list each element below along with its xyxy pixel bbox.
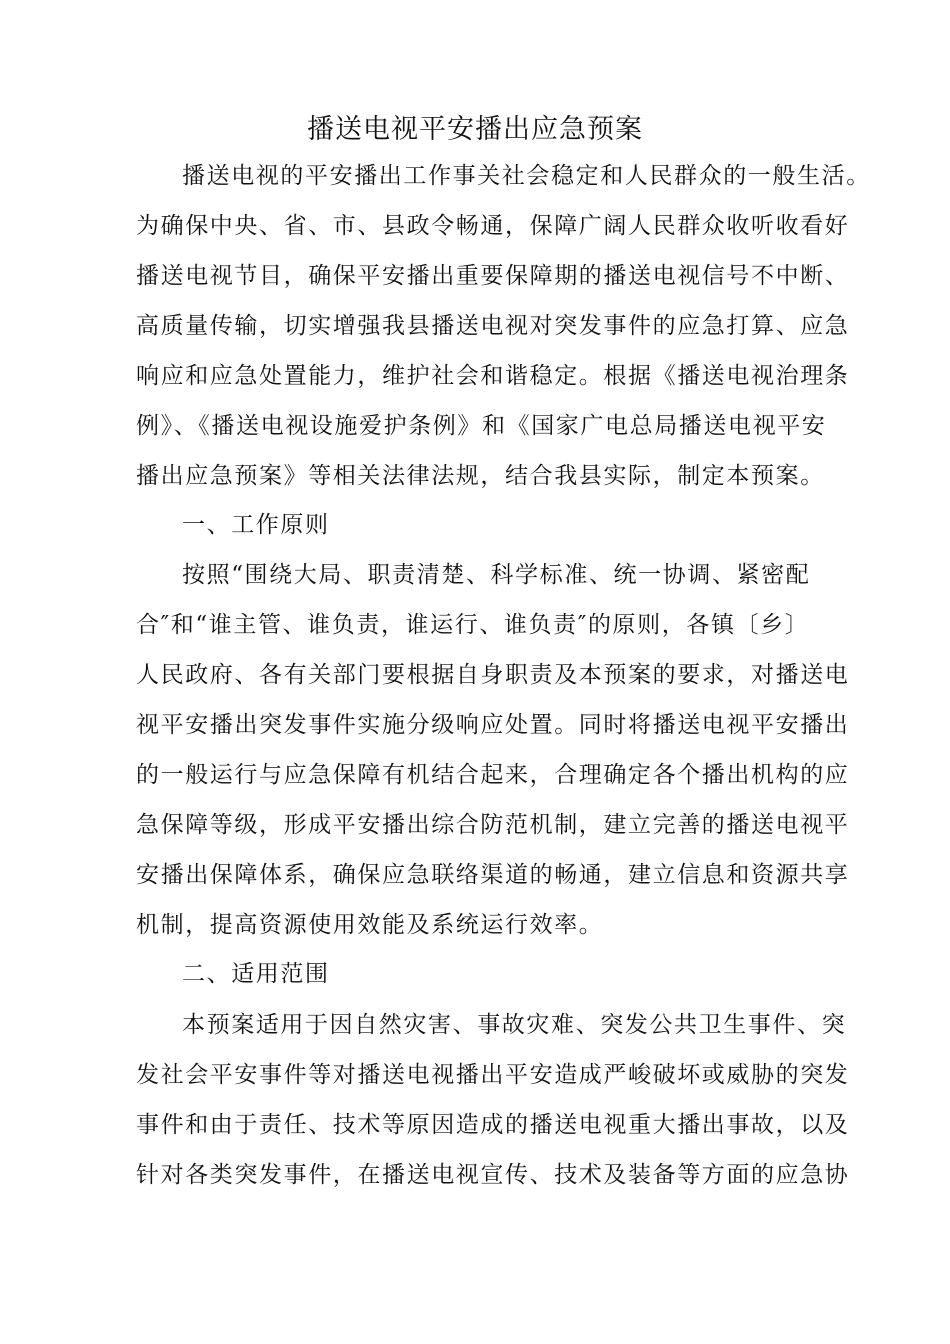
text-line: 发社会平安事件等对播送电视播出平安造成严峻破坏或威胁的突发 (136, 1062, 850, 1088)
text-line: 播送电视的平安播出工作事关社会稳定和人民群众的一般生活。 (182, 163, 871, 189)
text-line: 播出应急预案》等相关法律法规，结合我县实际，制定本预案。 (136, 463, 825, 489)
text-line: 事件和由于责任、技术等原因造成的播送电视重大播出事故，以及 (136, 1112, 850, 1138)
text-line: 按照“围绕大局、职责清楚、科学标准、统一协调、紧密配 (182, 562, 811, 588)
text-line: 急保障等级，形成平安播出综合防范机制，建立完善的播送电视平 (136, 812, 850, 838)
text-line: 机制，提高资源使用效能及系统运行效率。 (136, 912, 604, 938)
text-line: 高质量传输，切实增强我县播送电视对突发事件的应急打算、应急 (136, 313, 850, 339)
text-line: 针对各类突发事件，在播送电视宣传、技术及装备等方面的应急协 (136, 1162, 850, 1188)
text-line: 例》、《播送电视设施爱护条例》和《国家广电总局播送电视平安 (136, 413, 827, 439)
text-line: 为确保中央、省、市、县政令畅通，保障广阔人民群众收听收看好 (136, 213, 850, 239)
text-line: 合″和“谁主管、谁负责，谁运行、谁负责″的原则，各镇〔乡〕 (136, 612, 810, 638)
text-line: 响应和应急处置能力，维护社会和谐稳定。根据《播送电视治理条 (136, 363, 850, 389)
text-line: 播送电视节目，确保平安播出重要保障期的播送电视信号不中断、 (136, 263, 850, 289)
text-line: 人民政府、各有关部门要根据自身职责及本预案的要求，对播送电 (136, 662, 850, 688)
section-heading-principles: 一、工作原则 (182, 512, 330, 538)
text-line: 视平安播出突发事件实施分级响应处置。同时将播送电视平安播出 (136, 712, 850, 738)
text-line: 本预案适用于因自然灾害、事故灾难、突发公共卫生事件、突 (182, 1012, 847, 1038)
text-line: 安播出保障体系，确保应急联络渠道的畅通，建立信息和资源共享 (136, 862, 850, 888)
document-title: 播送电视平安播出应急预案 (307, 114, 643, 145)
section-heading-scope: 二、适用范围 (182, 961, 330, 987)
text-line: 的一般运行与应急保障有机结合起来，合理确定各个播出机构的应 (136, 762, 850, 788)
